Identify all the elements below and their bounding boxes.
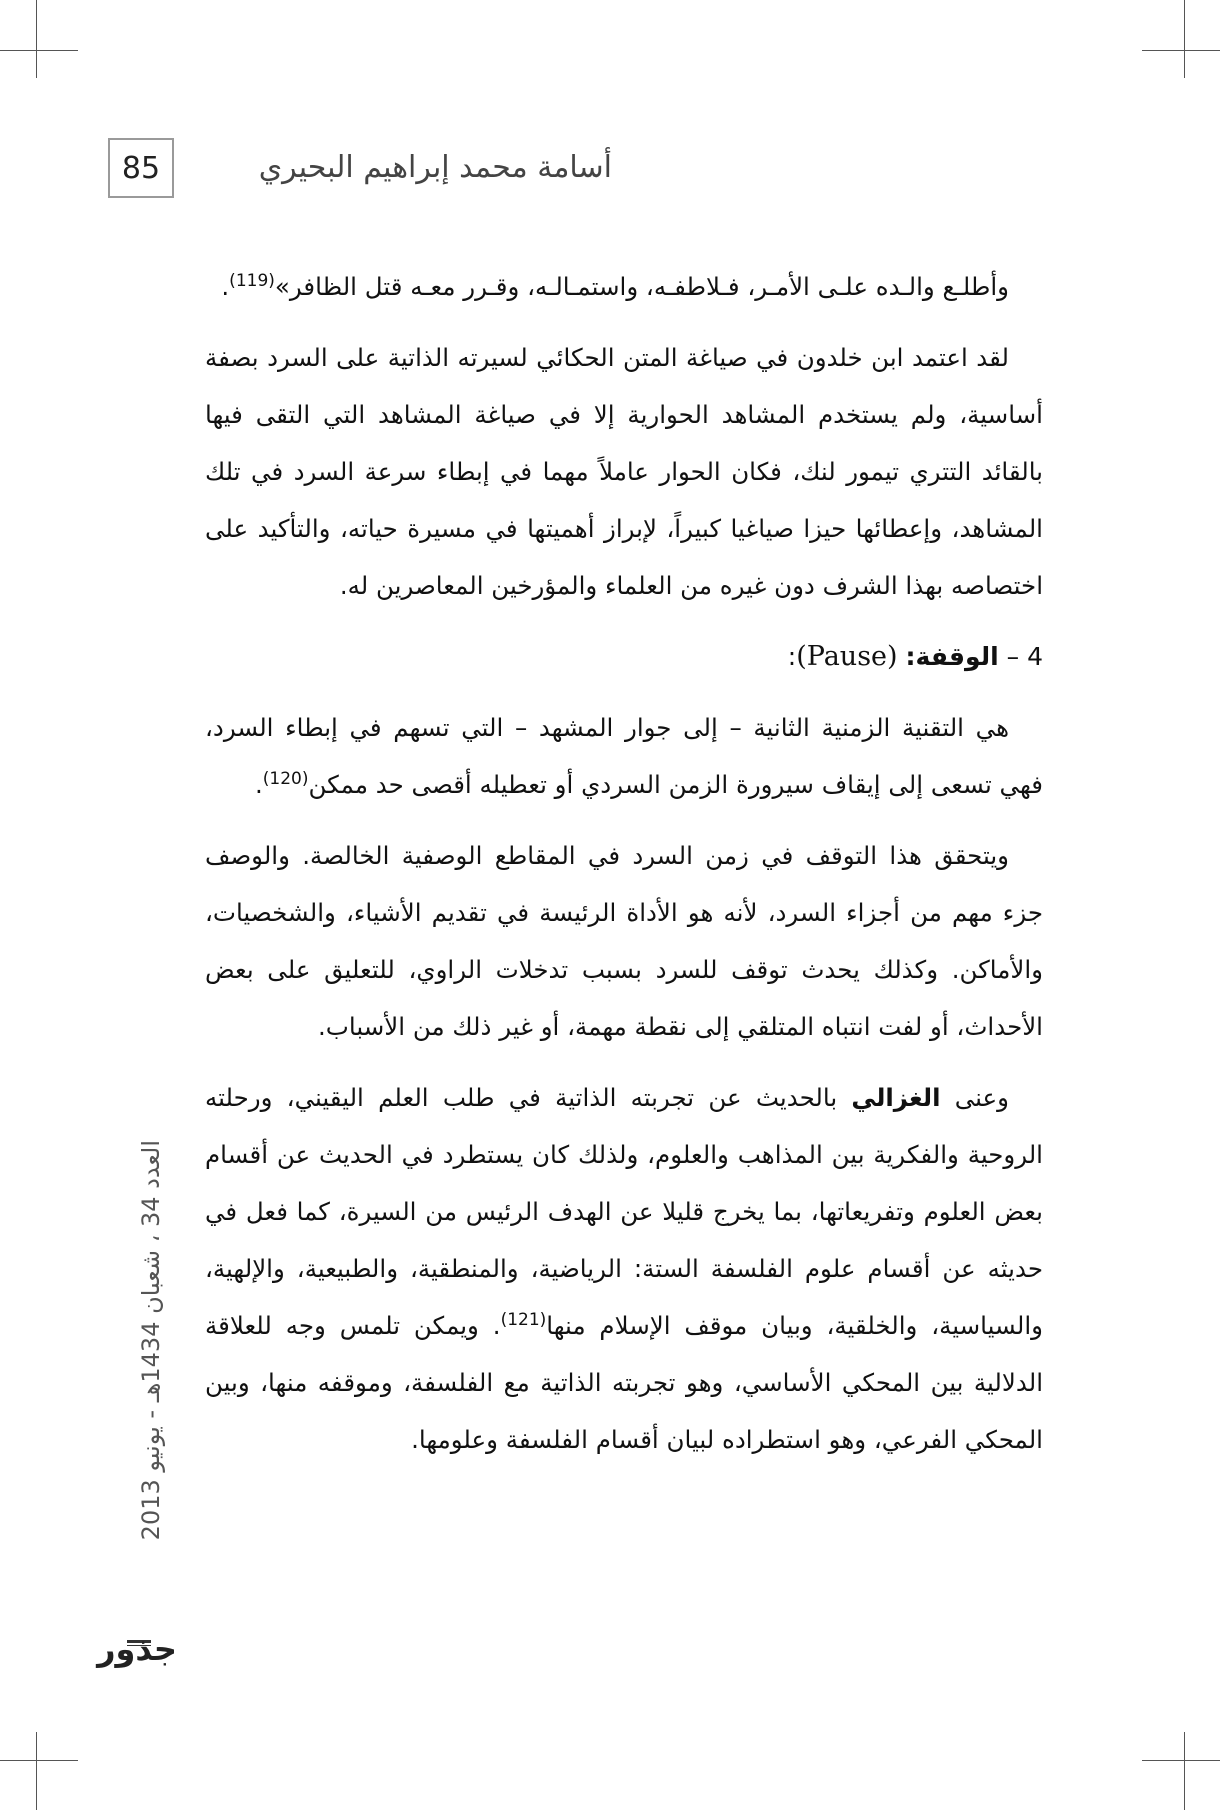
paragraph: ويتحقق هذا التوقف في زمن السرد في المقاطع الوصفية الخالصة. والوصف جزء مهم من أجزاء السرد، لأنه هو الأداة الرئيسة في تقديم الأشياء، والشخصيات، والأماكن. وكذلك يحدث توقف للسرد بسبب تدخلات الراوي، للتعليق على بعض الأحداث، أو لفت انتباه المتلقي إلى نقطة مهمة، أو غير ذلك من الأسباب. [205,841,1043,1041]
crop-mark [1142,1760,1220,1761]
crop-mark [1184,1732,1185,1810]
crop-mark [1142,50,1220,51]
crop-mark [1184,0,1185,78]
issue-info: العدد 34 ، شعبان 1434هـ - يونيو 2013 [137,1140,165,1541]
paragraph: هي التقنية الزمنية الثانية – إلى جوار المشهد – التي تسهم في إبطاء السرد، فهي تسعى إلى إيقاف سيرورة الزمن السردي أو تعطيله أقصى حد ممكن$^{(120)}$. [205,713,1043,799]
page-number: 85 [121,150,161,186]
paragraph: وأطلـع والـده علـى الأمـر، فـلاطفـه، واستمـالـه، وقـرر معـه قتل الظافر»$^{(119)}$. [221,270,1009,301]
journal-logo: جذور [97,1630,177,1668]
crop-mark [36,1732,37,1810]
paragraph: وعنى الغزالي بالحديث عن تجربته الذاتية في طلب العلم اليقيني، ورحلته الروحية والفكرية بين المذاهب والعلوم، ولذلك كان يستطرد في الحديث عن أقسام بعض العلوم وتفريعاتها، بما يخرج قليلا عن الهدف الرئيس من السيرة، كما فعل في حديثه عن أقسام علوم الفلسفة الستة: الرياضية، والمنطقية، والطبيعية، والإلهية، والسياسية، والخلقية، وبيان موقف الإسلام منها$^{(121)}$. ويمكن تلمس وجه للعلاقة الدلالية بين المحكي الأساسي، وهو تجربته الذاتية مع الفلسفة، وموقفه منها، وبين المحكي الفرعي، وهو استطراده لبيان أقسام الفلسفة وعلومها. [205,1083,1043,1454]
footnote-ref[interactable]: (120) [262,768,309,789]
crop-mark [0,50,78,51]
paragraph: لقد اعتمد ابن خلدون في صياغة المتن الحكائي لسيرته الذاتية على السرد بصفة أساسية، ولم يستخدم المشاهد الحوارية إلا في صياغة المشاهد التي التقى فيها بالقائد التتري تيمور لنك، فكان الحوار عاملاً مهما في إبطاء سرعة السرد في تلك المشاهد، وإعطائها حيزا صياغيا كبيراً، لإبراز أهميتها في مسيرة حياته، والتأكيد على اختصاصه بهذا الشرف دون غيره من العلماء والمؤرخين المعاصرين له. [205,343,1043,600]
page-number-box [108,138,174,198]
body-text [205,258,1043,1482]
running-header-author: أسامة محمد إبراهيم البحيري [258,150,612,185]
footnote-ref[interactable]: (119) [229,270,275,291]
crop-mark [0,1760,78,1761]
footnote-ref[interactable]: (121) [500,1309,547,1330]
crop-mark [36,0,37,78]
section-heading: 4 – الوقفة: (Pause): [787,641,1043,672]
